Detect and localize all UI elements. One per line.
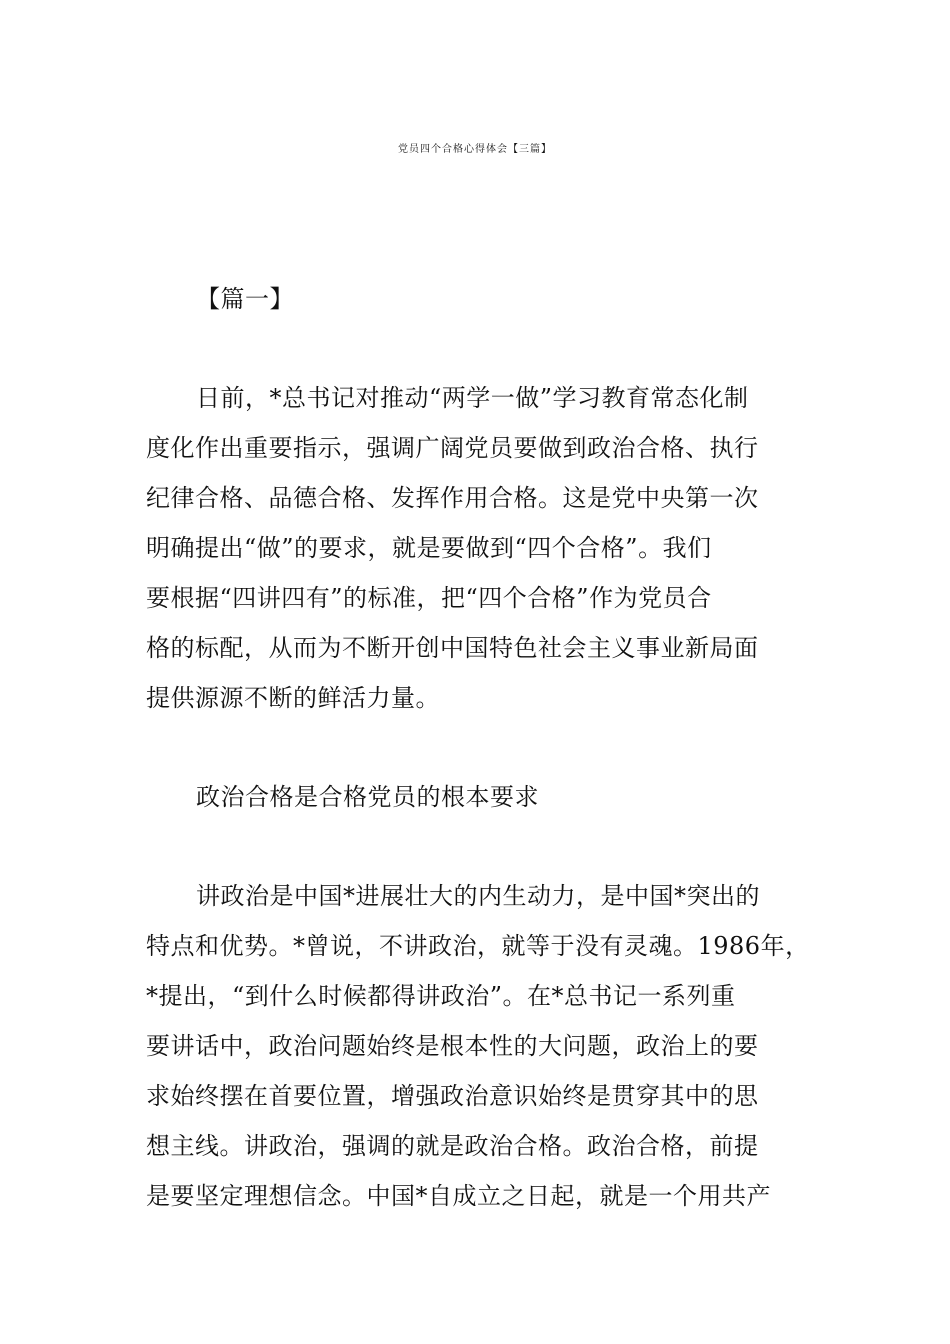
paragraph-line: 明确提出“做”的要求，就是要做到“四个合格”。我们	[146, 534, 712, 562]
paragraph-line: 是要坚定理想信念。中国*自成立之日起，就是一个用共产	[146, 1182, 771, 1210]
paragraph-line: 度化作出重要指示，强调广阔党员要做到政治合格、执行	[146, 434, 759, 462]
paragraph-line: 讲政治是中国*进展壮大的内生动力，是中国*突出的	[196, 882, 760, 910]
paragraph-line: 特点和优势。*曾说，不讲政治，就等于没有灵魂。1986年，	[146, 932, 810, 960]
paragraph-line: *提出，“到什么时候都得讲政治”。在*总书记一系列重	[146, 982, 736, 1010]
paragraph-line: 纪律合格、品德合格、发挥作用合格。这是党中央第一次	[146, 484, 759, 512]
paragraph-line: 求始终摆在首要位置，增强政治意识始终是贯穿其中的思	[146, 1082, 759, 1110]
document-title: 党员四个合格心得体会【三篇】	[398, 144, 552, 155]
subheading: 政治合格是合格党员的根本要求	[196, 783, 539, 811]
paragraph-line: 要根据“四讲四有”的标准，把“四个合格”作为党员合	[146, 584, 712, 612]
paragraph-line: 格的标配，从而为不断开创中国特色社会主义事业新局面	[146, 634, 759, 662]
paragraph-line: 提供源源不断的鲜活力量。	[146, 684, 440, 712]
section-heading: 【篇一】	[196, 285, 294, 313]
paragraph-line: 要讲话中，政治问题始终是根本性的大问题，政治上的要	[146, 1032, 759, 1060]
paragraph-line: 想主线。讲政治，强调的就是政治合格。政治合格，前提	[146, 1132, 759, 1160]
paragraph-line: 日前，*总书记对推动“两学一做”学习教育常态化制	[196, 384, 749, 412]
